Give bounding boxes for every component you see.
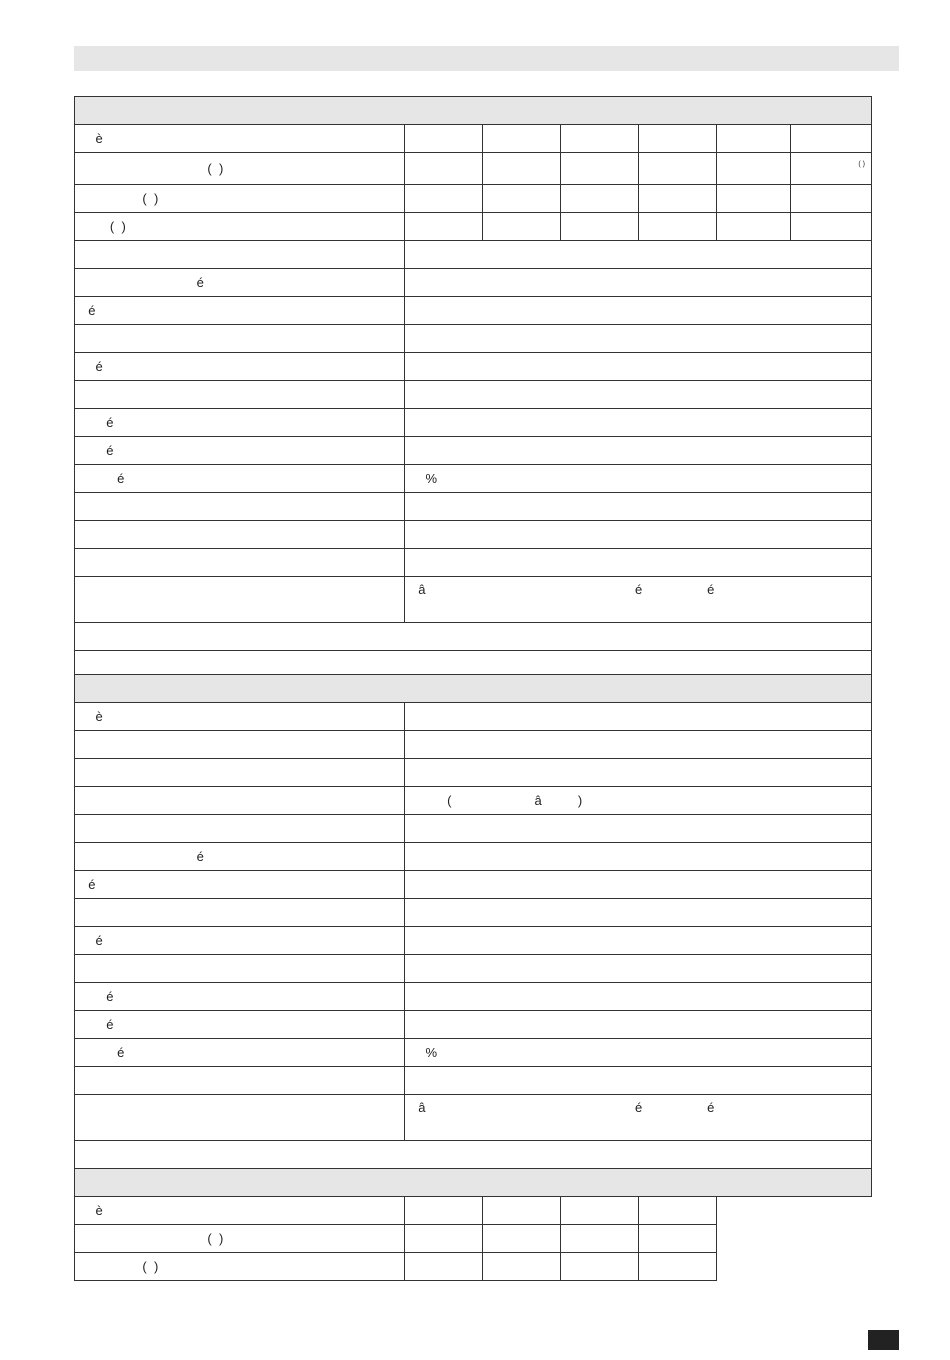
table-row (75, 125, 872, 153)
cell (639, 1225, 717, 1253)
cell (639, 125, 717, 153)
row-label (75, 325, 405, 353)
section-header-row (75, 97, 872, 125)
cell (561, 1197, 639, 1225)
table-row (75, 549, 872, 577)
row-value (405, 843, 872, 871)
footnote-mark: ( ) (791, 153, 872, 185)
top-header-bar (74, 46, 899, 71)
row-label (75, 493, 405, 521)
row-value (405, 983, 872, 1011)
table-row (75, 703, 872, 731)
table-row (75, 241, 872, 269)
cell (483, 1253, 561, 1281)
section-header-row (75, 1169, 872, 1197)
table-row (75, 213, 872, 241)
row-label: ( ) (75, 185, 405, 213)
table-row (75, 465, 872, 493)
table-row (75, 955, 872, 983)
cell (717, 125, 791, 153)
table-row (75, 1067, 872, 1095)
table-row (75, 185, 872, 213)
row-value (405, 269, 872, 297)
page-number-tab (868, 1330, 899, 1350)
cell (561, 153, 639, 185)
row-value: % (405, 1039, 872, 1067)
cell (483, 1225, 561, 1253)
row-value (405, 437, 872, 465)
row-label: ( ) (75, 1225, 405, 1253)
cell (639, 213, 717, 241)
row-label: ( ) (75, 213, 405, 241)
cell (405, 185, 483, 213)
cell (791, 213, 872, 241)
cell (561, 1225, 639, 1253)
row-label: é (75, 269, 405, 297)
table-row (75, 521, 872, 549)
row-label (75, 899, 405, 927)
row-label (75, 1067, 405, 1095)
row-value: â é é (405, 1095, 872, 1141)
cell (483, 153, 561, 185)
table-row (75, 153, 872, 185)
table-row (75, 1039, 872, 1067)
row-label: é (75, 437, 405, 465)
cell (405, 1253, 483, 1281)
table-row-full (75, 623, 872, 651)
cell (561, 125, 639, 153)
table-row (75, 731, 872, 759)
table-row (75, 381, 872, 409)
cell (405, 1197, 483, 1225)
cell (639, 185, 717, 213)
table-row-full (75, 1141, 872, 1169)
row-label (75, 381, 405, 409)
row-value (405, 927, 872, 955)
row-label (75, 577, 405, 623)
row-label (75, 815, 405, 843)
row-label: è (75, 703, 405, 731)
cell (483, 213, 561, 241)
table-row (75, 1095, 872, 1141)
table-row (75, 353, 872, 381)
row-label: é (75, 1011, 405, 1039)
row-label (75, 241, 405, 269)
cell (483, 125, 561, 153)
cell (483, 185, 561, 213)
cell (405, 1225, 483, 1253)
row-value: ( â ) (405, 787, 872, 815)
cell (561, 1253, 639, 1281)
row-value (405, 549, 872, 577)
section-header-row (75, 675, 872, 703)
row-value (405, 703, 872, 731)
row-label (75, 731, 405, 759)
cell (561, 213, 639, 241)
spec-table-2 (74, 674, 872, 1169)
table-row (75, 297, 872, 325)
row-label: é (75, 927, 405, 955)
table-row (75, 493, 872, 521)
spec-table-1 (74, 96, 872, 679)
table-row (75, 843, 872, 871)
table-row (75, 409, 872, 437)
row-value (405, 353, 872, 381)
cell (791, 185, 872, 213)
row-value (405, 409, 872, 437)
table-row (75, 815, 872, 843)
row-value (405, 955, 872, 983)
table-row (75, 325, 872, 353)
row-label: è (75, 125, 405, 153)
row-value (405, 759, 872, 787)
row-label: é (75, 353, 405, 381)
cell (405, 125, 483, 153)
cell (639, 1197, 717, 1225)
cell (405, 213, 483, 241)
row-value (405, 241, 872, 269)
section-header (75, 1169, 872, 1197)
row-label: é (75, 297, 405, 325)
row-label: é (75, 1039, 405, 1067)
row-label: é (75, 409, 405, 437)
row-label: é (75, 983, 405, 1011)
row-value (405, 521, 872, 549)
table-row (75, 437, 872, 465)
row-label (75, 549, 405, 577)
row-value (405, 297, 872, 325)
cell (561, 185, 639, 213)
table-row (75, 983, 872, 1011)
row-value (405, 325, 872, 353)
row-label (75, 759, 405, 787)
full-width-cell (75, 1141, 872, 1169)
row-value (405, 815, 872, 843)
row-value (405, 731, 872, 759)
table-row (75, 1197, 872, 1225)
row-label: ( ) (75, 1253, 405, 1281)
row-label: é (75, 843, 405, 871)
cell (405, 153, 483, 185)
cell (717, 153, 791, 185)
cell (717, 185, 791, 213)
row-label (75, 521, 405, 549)
row-value (405, 1011, 872, 1039)
row-value (405, 899, 872, 927)
table-row (75, 1011, 872, 1039)
table-row (75, 899, 872, 927)
row-label: ( ) (75, 153, 405, 185)
row-value: % (405, 465, 872, 493)
section-header (75, 675, 872, 703)
spec-table-3 (74, 1168, 872, 1281)
row-label (75, 787, 405, 815)
table-row (75, 927, 872, 955)
row-label (75, 955, 405, 983)
row-value (405, 493, 872, 521)
section-header (75, 97, 872, 125)
row-value (405, 1067, 872, 1095)
table-row (75, 871, 872, 899)
cell (483, 1197, 561, 1225)
cell (717, 213, 791, 241)
empty-area (717, 1197, 872, 1281)
row-value (405, 871, 872, 899)
row-value (405, 381, 872, 409)
table-row (75, 577, 872, 623)
row-label: é (75, 465, 405, 493)
table-row (75, 759, 872, 787)
cell (791, 125, 872, 153)
cell (639, 1253, 717, 1281)
row-label (75, 1095, 405, 1141)
row-label: é (75, 871, 405, 899)
row-label: è (75, 1197, 405, 1225)
full-width-cell (75, 623, 872, 651)
row-value: â é é (405, 577, 872, 623)
table-row (75, 787, 872, 815)
table-row (75, 269, 872, 297)
cell (639, 153, 717, 185)
